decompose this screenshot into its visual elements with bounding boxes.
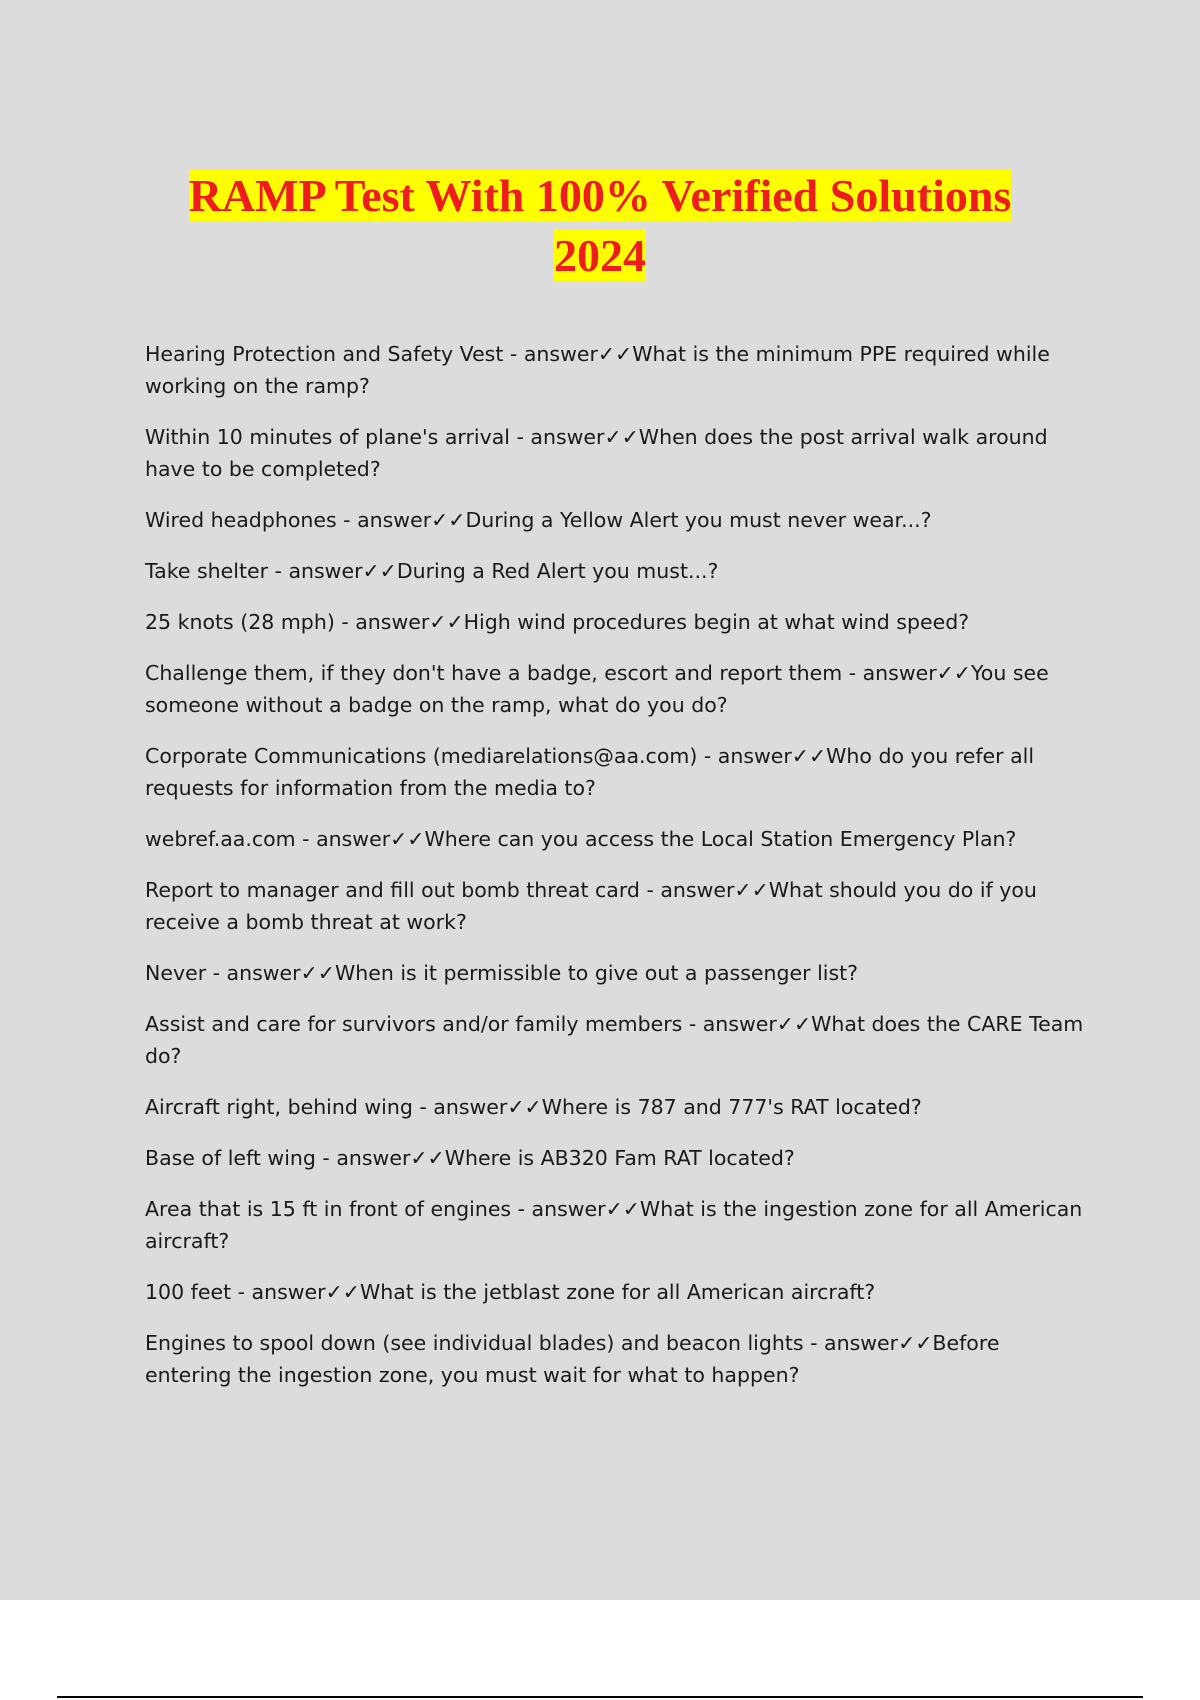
qa-item: Engines to spool down (see individual blades) and beacon lights - answer✓✓Before entering the ingestion zone, you must wait for what to happen? bbox=[145, 1331, 1000, 1387]
qa-item: Never - answer✓✓When is it permissible to give out a passenger list? bbox=[145, 961, 859, 985]
footer-divider bbox=[57, 1696, 1143, 1698]
qa-item: Challenge them, if they don't have a badge, escort and report them - answer✓✓You see someone without a badge on the ramp, what do you do? bbox=[145, 661, 1049, 717]
qa-item: Within 10 minutes of plane's arrival - answer✓✓When does the post arrival walk around have to be completed? bbox=[145, 425, 1048, 481]
qa-item: Corporate Communications (mediarelations@aa.com) - answer✓✓Who do you refer all requests for information from the media to? bbox=[145, 744, 1035, 800]
qa-item: Base of left wing - answer✓✓Where is AB320 Fam RAT located? bbox=[145, 1146, 795, 1170]
title-line-1: RAMP Test With 100% Verified Solutions bbox=[188, 170, 1012, 221]
qa-item: Hearing Protection and Safety Vest - answer✓✓What is the minimum PPE required while working on the ramp? bbox=[145, 342, 1050, 398]
document-title bbox=[100, 166, 1100, 286]
qa-item: Report to manager and fill out bomb threat card - answer✓✓What should you do if you receive a bomb threat at work? bbox=[145, 878, 1037, 934]
qa-item: webref.aa.com - answer✓✓Where can you access the Local Station Emergency Plan? bbox=[145, 827, 1017, 851]
qa-item: Area that is 15 ft in front of engines - answer✓✓What is the ingestion zone for all American aircraft? bbox=[145, 1197, 1083, 1253]
qa-item: Assist and care for survivors and/or family members - answer✓✓What does the CARE Team do? bbox=[145, 1012, 1084, 1068]
title-line-2: 2024 bbox=[554, 230, 646, 281]
qa-item: 25 knots (28 mph) - answer✓✓High wind procedures begin at what wind speed? bbox=[145, 610, 970, 634]
qa-item: Aircraft right, behind wing - answer✓✓Where is 787 and 777's RAT located? bbox=[145, 1095, 922, 1119]
qa-item: Take shelter - answer✓✓During a Red Alert you must...? bbox=[145, 559, 719, 583]
qa-item: Wired headphones - answer✓✓During a Yellow Alert you must never wear...? bbox=[145, 508, 932, 532]
question-answer-list bbox=[145, 338, 1090, 1410]
qa-item: 100 feet - answer✓✓What is the jetblast zone for all American aircraft? bbox=[145, 1280, 876, 1304]
